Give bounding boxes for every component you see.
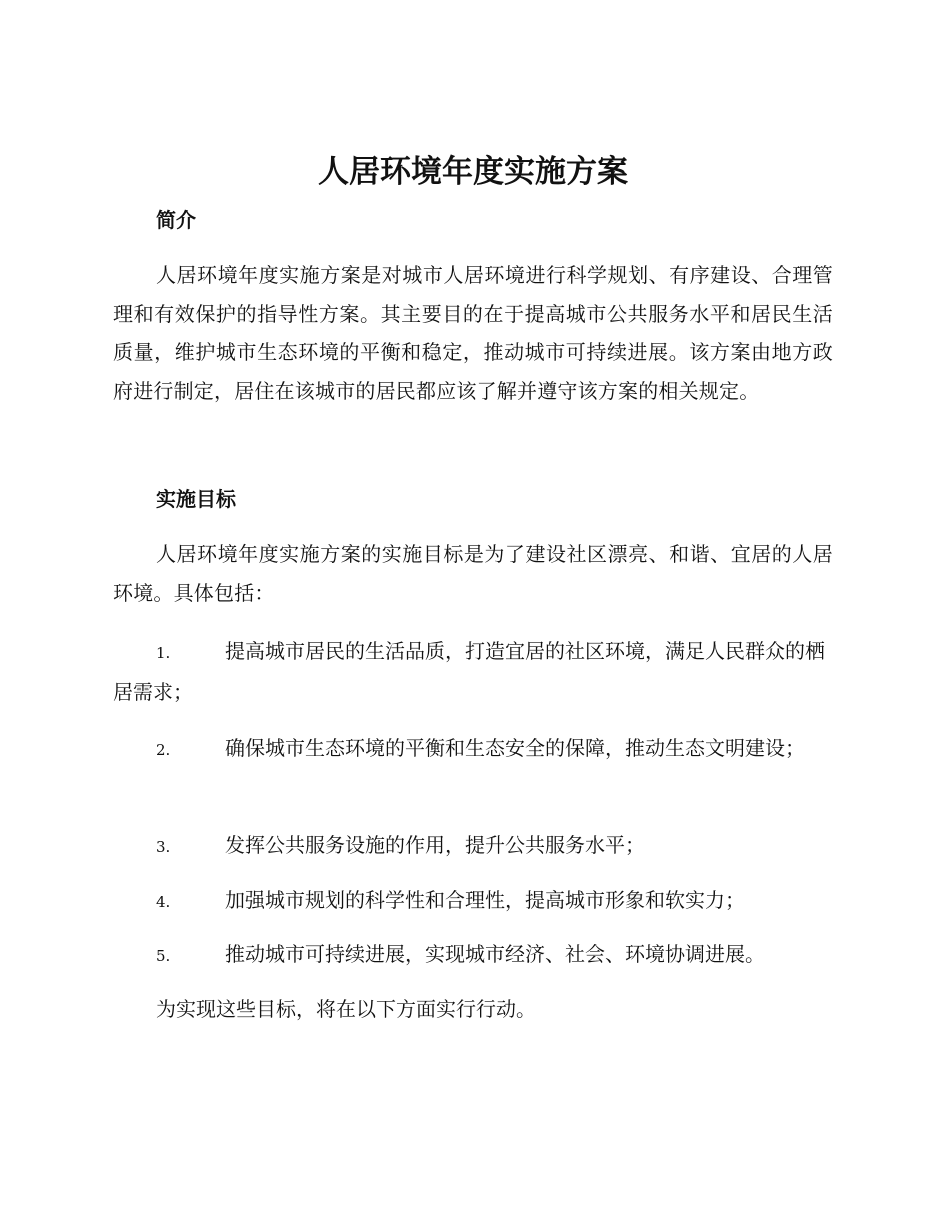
list-item-number: 1. bbox=[156, 644, 171, 662]
list-item-number: 4. bbox=[156, 893, 171, 911]
list-item bbox=[113, 881, 833, 922]
list-item-text: 确保城市生态环境的平衡和生态安全的保障，推动生态文明建设； bbox=[225, 736, 805, 760]
document-title: 人居环境年度实施方案 bbox=[318, 154, 628, 190]
section-heading-intro: 简介 bbox=[156, 208, 196, 232]
list-item-text: 推动城市可持续进展，实现城市经济、社会、环境协调进展。 bbox=[225, 942, 765, 966]
list-item-number: 5. bbox=[156, 947, 171, 965]
section-heading-goals: 实施目标 bbox=[156, 487, 236, 511]
list-item-text: 加强城市规划的科学性和合理性，提高城市形象和软实力； bbox=[225, 888, 745, 912]
list-item-text: 发挥公共服务设施的作用，提升公共服务水平； bbox=[225, 833, 645, 857]
list-item-number: 3. bbox=[156, 838, 171, 856]
list-item-text: 提高城市居民的生活品质，打造宜居的社区环境，满足人民群众的栖居需求； bbox=[113, 639, 825, 704]
intro-paragraph: 人居环境年度实施方案是对城市人居环境进行科学规划、有序建设、合理管理和有效保护的指导性方案。其主要目的在于提高城市公共服务水平和居民生活质量，维护城市生态环境的平衡和稳定，推动城市可持续进展。该方案由地方政府进行制定，居住在该城市的居民都应该了解并遵守该方案的相关规定。 bbox=[113, 263, 833, 403]
list-item-number: 2. bbox=[156, 741, 171, 759]
list-item bbox=[113, 729, 833, 770]
list-item bbox=[113, 632, 833, 711]
list-item bbox=[113, 826, 833, 867]
list-item bbox=[113, 935, 833, 976]
goals-paragraph: 人居环境年度实施方案的实施目标是为了建设社区漂亮、和谐、宜居的人居环境。具体包括： bbox=[113, 542, 833, 605]
closing-sentence: 为实现这些目标，将在以下方面实行行动。 bbox=[156, 997, 536, 1021]
